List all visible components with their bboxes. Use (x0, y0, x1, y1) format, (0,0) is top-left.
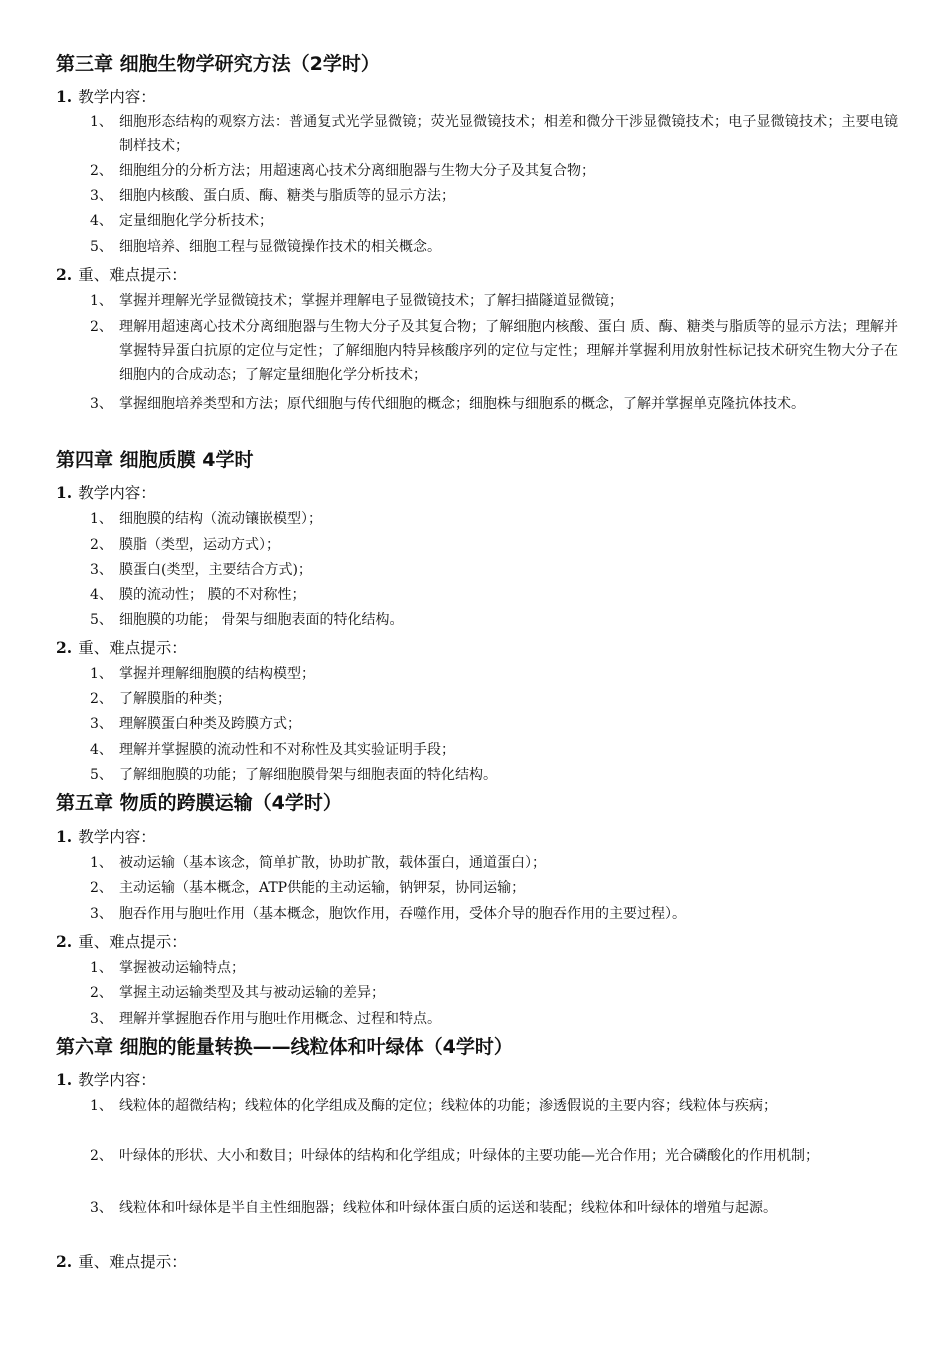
item-number: 1、 (90, 511, 113, 527)
chapter-6-key-heading (56, 1251, 187, 1273)
list-item (90, 235, 898, 259)
item-text: 细胞组分的分析方法；用超速离心技术分离细胞器与生物大分子及其复合物； (119, 163, 595, 179)
item-number: 2、 (90, 880, 113, 896)
item-number: 2、 (90, 985, 113, 1001)
item-text: 理解膜蛋白种类及跨膜方式； (119, 716, 301, 732)
item-number: 5、 (90, 239, 113, 255)
item-text: 线粒体和叶绿体是半自主性细胞器；线粒体和叶绿体蛋白质的运送和装配；线粒体和叶绿体的增殖与起源。 (119, 1200, 777, 1216)
item-text: 胞吞作用与胞吐作用（基本概念，胞饮作用，吞噬作用，受体介导的胞吞作用的主要过程）。 (119, 906, 686, 922)
list-item (90, 315, 898, 387)
item-number: 4、 (90, 587, 113, 603)
item-number: 3、 (90, 562, 113, 578)
item-text: 细胞膜的功能； 骨架与细胞表面的特化结构。 (119, 612, 404, 628)
section-number: 2. (56, 1252, 73, 1271)
item-text: 理解并掌握膜的流动性和不对称性及其实验证明手段； (119, 742, 455, 758)
list-item (90, 1196, 898, 1220)
chapter-5-key-heading (56, 931, 187, 953)
list-item (90, 1144, 898, 1168)
item-text: 了解细胞膜的功能；了解细胞膜骨架与细胞表面的特化结构。 (119, 767, 497, 783)
list-item (90, 110, 898, 158)
list-item (90, 712, 898, 736)
list-item (90, 1094, 898, 1118)
item-text: 细胞形态结构的观察方法：普通复式光学显微镜；荧光显微镜技术；相差和微分干涉显微镜技术；电子显微镜技术；主要电镜制样技术； (119, 114, 898, 154)
item-text: 主动运输（基本概念，ATP供能的主动运输，钠钾泵，协同运输； (119, 880, 526, 896)
section-label: 教学内容： (78, 1071, 156, 1089)
item-number: 2、 (90, 163, 113, 179)
item-number: 3、 (90, 396, 113, 412)
item-number: 1、 (90, 114, 113, 130)
list-item (90, 956, 898, 980)
section-label: 教学内容： (78, 484, 156, 502)
chapter-6-content-heading (56, 1069, 156, 1091)
list-item (90, 159, 898, 183)
item-number: 1、 (90, 293, 113, 309)
section-label: 重、难点提示： (78, 266, 187, 284)
item-number: 3、 (90, 716, 113, 732)
list-item (90, 533, 898, 557)
list-item (90, 851, 898, 875)
section-number: 1. (56, 483, 73, 502)
item-text: 细胞内核酸、蛋白质、酶、糖类与脂质等的显示方法； (119, 188, 455, 204)
section-number: 1. (56, 827, 73, 846)
list-item (90, 687, 898, 711)
item-text: 定量细胞化学分析技术； (119, 213, 273, 229)
item-number: 3、 (90, 1011, 113, 1027)
item-number: 4、 (90, 742, 113, 758)
item-number: 2、 (90, 691, 113, 707)
item-text: 线粒体的超微结构；线粒体的化学组成及酶的定位；线粒体的功能；渗透假说的主要内容；线粒体与疾病； (119, 1098, 777, 1114)
chapter-4-key-heading (56, 637, 187, 659)
list-item (90, 289, 898, 313)
list-item (90, 558, 898, 582)
item-text: 叶绿体的形状、大小和数目；叶绿体的结构和化学组成；叶绿体的主要功能—光合作用；光合磷酸化的作用机制； (119, 1148, 819, 1164)
item-text: 理解并掌握胞吞作用与胞吐作用概念、过程和特点。 (119, 1011, 441, 1027)
list-item (90, 583, 898, 607)
section-label: 教学内容： (78, 828, 156, 846)
item-number: 5、 (90, 612, 113, 628)
item-number: 2、 (90, 319, 113, 335)
item-text: 膜脂（类型，运动方式）； (119, 537, 280, 553)
section-number: 2. (56, 265, 73, 284)
chapter-6-title: 第六章 细胞的能量转换——线粒体和叶绿体（4学时） (56, 1036, 513, 1058)
list-item (90, 662, 898, 686)
item-text: 细胞培养、细胞工程与显微镜操作技术的相关概念。 (119, 239, 441, 255)
list-item (90, 981, 898, 1005)
item-number: 1、 (90, 1098, 113, 1114)
item-text: 掌握并理解细胞膜的结构模型； (119, 666, 315, 682)
item-number: 5、 (90, 767, 113, 783)
list-item (90, 902, 898, 926)
item-number: 3、 (90, 1200, 113, 1216)
section-label: 重、难点提示： (78, 639, 187, 657)
item-number: 2、 (90, 537, 113, 553)
item-text: 细胞膜的结构（流动镶嵌模型）； (119, 511, 322, 527)
item-text: 掌握被动运输特点； (119, 960, 245, 976)
section-number: 2. (56, 638, 73, 657)
list-item (90, 738, 898, 762)
chapter-5-content-heading (56, 826, 156, 848)
item-text: 了解膜脂的种类； (119, 691, 231, 707)
item-text: 理解用超速离心技术分离细胞器与生物大分子及其复合物；了解细胞内核酸、蛋白 质、酶、糖类与脂质等的显示方法；理解并掌握特异蛋白抗原的定位与定性；了解细胞内特异核酸序列的定位与定性；理解并掌握利用放射性标记技术研究生物大分子在细胞内的合成动态；了解定量细胞化学分析技术； (119, 319, 898, 383)
list-item (90, 184, 898, 208)
list-item (90, 1007, 898, 1031)
item-number: 3、 (90, 906, 113, 922)
item-text: 掌握主动运输类型及其与被动运输的差异； (119, 985, 385, 1001)
section-label: 重、难点提示： (78, 1253, 187, 1271)
list-item (90, 209, 898, 233)
list-item (90, 763, 898, 787)
item-text: 被动运输（基本该念，简单扩散，协助扩散，载体蛋白，通道蛋白）； (119, 855, 546, 871)
section-number: 1. (56, 87, 73, 106)
section-number: 2. (56, 932, 73, 951)
item-number: 1、 (90, 855, 113, 871)
list-item (90, 608, 898, 632)
item-text: 膜蛋白(类型，主要结合方式)； (119, 562, 312, 578)
chapter-4-content-heading (56, 482, 156, 504)
section-label: 教学内容： (78, 88, 156, 106)
chapter-3-title: 第三章 细胞生物学研究方法（2学时） (56, 53, 380, 75)
chapter-3-key-heading (56, 264, 187, 286)
item-text: 掌握并理解光学显微镜技术；掌握并理解电子显微镜技术；了解扫描隧道显微镜； (119, 293, 623, 309)
item-text: 膜的流动性； 膜的不对称性； (119, 587, 306, 603)
list-item (90, 392, 898, 416)
item-number: 1、 (90, 666, 113, 682)
section-label: 重、难点提示： (78, 933, 187, 951)
list-item (90, 876, 898, 900)
item-text: 掌握细胞培养类型和方法；原代细胞与传代细胞的概念；细胞株与细胞系的概念，了解并掌握单克隆抗体技术。 (119, 396, 805, 412)
section-number: 1. (56, 1070, 73, 1089)
item-number: 1、 (90, 960, 113, 976)
item-number: 4、 (90, 213, 113, 229)
chapter-3-content-heading (56, 86, 156, 108)
item-number: 3、 (90, 188, 113, 204)
chapter-4-title: 第四章 细胞质膜 4学时 (56, 449, 254, 471)
chapter-5-title: 第五章 物质的跨膜运输（4学时） (56, 792, 342, 814)
list-item (90, 507, 898, 531)
item-number: 2、 (90, 1148, 113, 1164)
